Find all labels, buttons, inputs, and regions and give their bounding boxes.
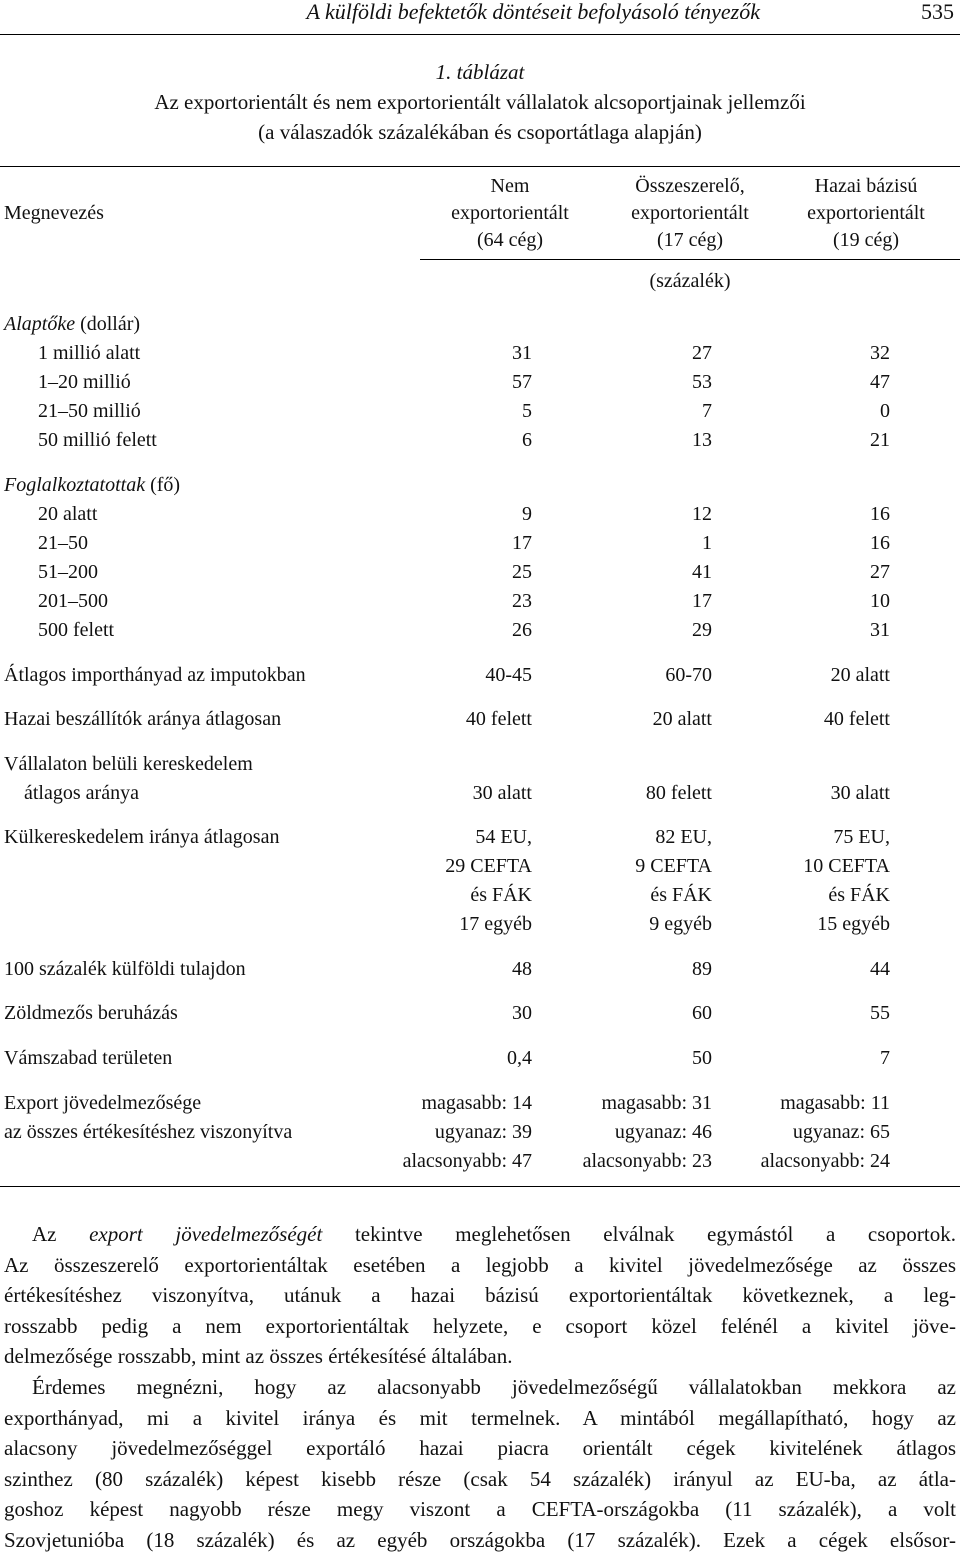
row-label: Átlagos importhányad az imputokban <box>4 664 306 686</box>
table-number: 1. táblázat <box>435 60 525 84</box>
cell-non-export: 26 <box>512 619 532 641</box>
row-label-continued: átlagos aránya <box>24 782 139 804</box>
text-line <box>4 1219 956 1250</box>
cell-non-export: 30 alatt <box>472 782 532 804</box>
row-label-continued: az összes értékesítéshez viszonyítva <box>4 1121 293 1143</box>
cell-non-export: 40-45 <box>485 664 532 686</box>
text-line: Szovjetunióba (18 százalék) és az egyéb országokba (17 százalék). Ezek a cégek elsősor- <box>4 1527 956 1552</box>
cell-non-export: ugyanaz: 39 <box>434 1121 532 1143</box>
cell-assembler: 50 <box>692 1047 712 1069</box>
cell-assembler: 20 alatt <box>652 708 712 730</box>
cell-domestic: 75 EU, <box>833 826 890 848</box>
cell-assembler: 29 <box>692 619 712 641</box>
cell-domestic: 16 <box>870 532 890 554</box>
cell-non-export: 48 <box>512 958 532 980</box>
cell-assembler: 53 <box>692 371 712 393</box>
cell-domestic: 32 <box>870 342 890 364</box>
text-line: exporthányad, mi a kivitel iránya és mit termelnek. A mintából megállapítható, hogy az <box>4 1405 956 1430</box>
row-label: 1–20 millió <box>38 371 131 393</box>
cell-assembler: 27 <box>692 342 712 364</box>
row-label: Vállalaton belüli kereskedelem <box>4 753 253 775</box>
row-label: 51–200 <box>38 561 98 583</box>
text-line: Érdemes megnézni, hogy az alacsonyabb jövedelmezőségű vállalatokban mekkora az <box>32 1375 956 1399</box>
text-line: szinthez (80 százalék) képest kisebb része (csak 54 százalék) irányul az EU-ba, az átla- <box>4 1466 956 1491</box>
page-number: 535 <box>921 0 954 24</box>
cell-non-export: magasabb: 14 <box>421 1092 532 1114</box>
column-header-line: Nem <box>490 175 530 197</box>
cell-domestic: ugyanaz: 65 <box>792 1121 890 1143</box>
cell-assembler: 12 <box>692 503 712 525</box>
cell-assembler: 60 <box>692 1002 712 1024</box>
cell-non-export: 6 <box>522 429 532 451</box>
cell-domestic: 7 <box>880 1047 890 1069</box>
header-rule <box>0 34 960 35</box>
cell-non-export: 5 <box>522 400 532 422</box>
cell-domestic: 55 <box>870 1002 890 1024</box>
cell-domestic: 47 <box>870 371 890 393</box>
row-label: 21–50 <box>38 532 88 554</box>
text-line: alacsony jövedelmezőséggel exportáló hazai piacra orientált cégek kivitelének átlagos <box>4 1436 956 1460</box>
cell-non-export: 17 egyéb <box>459 913 532 935</box>
group-label-italic: Alaptőke <box>4 313 76 335</box>
row-label: 1 millió alatt <box>38 342 141 364</box>
cell-assembler: magasabb: 31 <box>601 1092 712 1114</box>
cell-assembler: 82 EU, <box>655 826 712 848</box>
cell-assembler: 13 <box>692 429 712 451</box>
row-label: Vámszabad területen <box>4 1047 173 1069</box>
running-title: A külföldi befektetők döntéseit befolyásoló tényezők <box>306 0 760 24</box>
cell-domestic: 15 egyéb <box>817 913 890 935</box>
cell-non-export: 0,4 <box>507 1047 532 1069</box>
cell-domestic: magasabb: 11 <box>780 1092 890 1114</box>
row-label: 20 alatt <box>38 503 98 525</box>
cell-assembler: 89 <box>692 958 712 980</box>
row-label: Export jövedelmezősége <box>4 1092 202 1114</box>
cell-non-export: 9 <box>522 503 532 525</box>
cell-assembler: 41 <box>692 561 712 583</box>
cell-domestic: 10 <box>870 590 890 612</box>
cell-domestic: és FÁK <box>828 884 890 906</box>
cell-domestic: 44 <box>870 958 890 980</box>
cell-assembler: alacsonyabb: 23 <box>582 1150 712 1172</box>
cell-non-export: 25 <box>512 561 532 583</box>
row-label: Hazai beszállítók aránya átlagosan <box>4 708 282 730</box>
cell-non-export: 57 <box>512 371 532 393</box>
group-label-italic: Foglalkoztatottak <box>4 474 146 496</box>
cell-non-export: 54 EU, <box>475 826 532 848</box>
cell-non-export: 17 <box>512 532 532 554</box>
cell-assembler: 1 <box>702 532 712 554</box>
cell-non-export: és FÁK <box>470 884 532 906</box>
cell-non-export: alacsonyabb: 47 <box>402 1150 532 1172</box>
text-line: delmezősége rosszabb, mint az összes értékesítésé általában. <box>4 1344 513 1368</box>
cell-domestic: 0 <box>880 400 890 422</box>
cell-assembler: 9 CEFTA <box>635 855 712 877</box>
column-header-line: (17 cég) <box>656 229 724 251</box>
group-label-unit: (fő) <box>145 474 181 496</box>
cell-domestic: 27 <box>870 561 890 583</box>
cell-domestic: alacsonyabb: 24 <box>760 1150 890 1172</box>
cell-domestic: 21 <box>870 429 890 451</box>
text-line: értékesítéshez viszonyítva, utánuk a hazai bázisú exportorientáltak következnek, a leg- <box>4 1283 956 1307</box>
row-label: Zöldmezős beruházás <box>4 1002 178 1024</box>
text-line: Az összeszerelő exportorientáltak esetében a legjobb a kivitel jövedelmezősége az összes <box>4 1252 956 1277</box>
cell-domestic: 16 <box>870 503 890 525</box>
text-run: Az <box>32 1222 90 1246</box>
row-label: 21–50 millió <box>38 400 141 422</box>
cell-domestic: 10 CEFTA <box>803 855 890 877</box>
text-run-italic: export jövedelmezőségét <box>89 1222 323 1246</box>
text-line: goshoz képest nagyobb része megy viszont a CEFTA-országokba (11 százalék), a volt <box>4 1497 956 1521</box>
cell-non-export: 31 <box>512 342 532 364</box>
body-paragraph <box>4 1219 956 1372</box>
column-header-line: exportorientált <box>631 202 749 224</box>
cell-domestic: 31 <box>870 619 890 641</box>
table-top-rule <box>0 166 960 167</box>
cell-domestic: 30 alatt <box>830 782 890 804</box>
cell-domestic: 20 alatt <box>830 664 890 686</box>
cell-assembler: 9 egyéb <box>649 913 712 935</box>
column-header-line: exportorientált <box>807 202 925 224</box>
cell-domestic: 40 felett <box>823 708 890 730</box>
column-header-line: (19 cég) <box>832 229 900 251</box>
cell-non-export: 40 felett <box>465 708 532 730</box>
cell-assembler: 17 <box>692 590 712 612</box>
cell-non-export: 30 <box>512 1002 532 1024</box>
column-header-line: (64 cég) <box>476 229 544 251</box>
column-header-line: exportorientált <box>451 202 569 224</box>
row-label: 500 felett <box>38 619 115 641</box>
cell-non-export: 23 <box>512 590 532 612</box>
column-header-assembler <box>590 173 790 254</box>
cell-assembler: 7 <box>702 400 712 422</box>
text-line: rosszabb pedig a nem exportorientáltak helyzete, e csoport közel felénél a kivitel jöve- <box>4 1313 956 1338</box>
running-header <box>0 0 960 30</box>
table-bottom-rule <box>0 1186 960 1187</box>
column-header-name: Megnevezés <box>4 202 104 224</box>
cell-assembler: ugyanaz: 46 <box>614 1121 712 1143</box>
cell-assembler: és FÁK <box>650 884 712 906</box>
body-paragraph <box>4 1372 956 1555</box>
group-label-employees <box>4 471 180 499</box>
group-label-unit: (dollár) <box>75 313 141 335</box>
column-header-non-export <box>410 173 610 254</box>
table-title: Az exportorientált és nem exportorientált vállalatok alcsoportjainak jellemzői <box>154 90 806 114</box>
column-header-line: Hazai bázisú <box>814 175 918 197</box>
row-label: 100 százalék külföldi tulajdon <box>4 958 246 980</box>
row-label: 50 millió felett <box>38 429 157 451</box>
text-run: tekintve meglehetősen elválnak egymástól a csoportok. <box>322 1222 956 1246</box>
cell-assembler: 60-70 <box>665 664 712 686</box>
unit-label: (százalék) <box>649 270 731 292</box>
group-label-capital <box>4 310 140 338</box>
column-header-domestic <box>766 173 960 254</box>
row-label: Külkereskedelem iránya átlagosan <box>4 826 280 848</box>
header-inner-rule <box>420 259 960 260</box>
row-label: 201–500 <box>38 590 108 612</box>
cell-non-export: 29 CEFTA <box>445 855 532 877</box>
cell-assembler: 80 felett <box>645 782 712 804</box>
table-subtitle: (a válaszadók százalékában és csoportátlaga alapján) <box>258 120 702 144</box>
column-header-line: Összeszerelő, <box>635 175 745 197</box>
